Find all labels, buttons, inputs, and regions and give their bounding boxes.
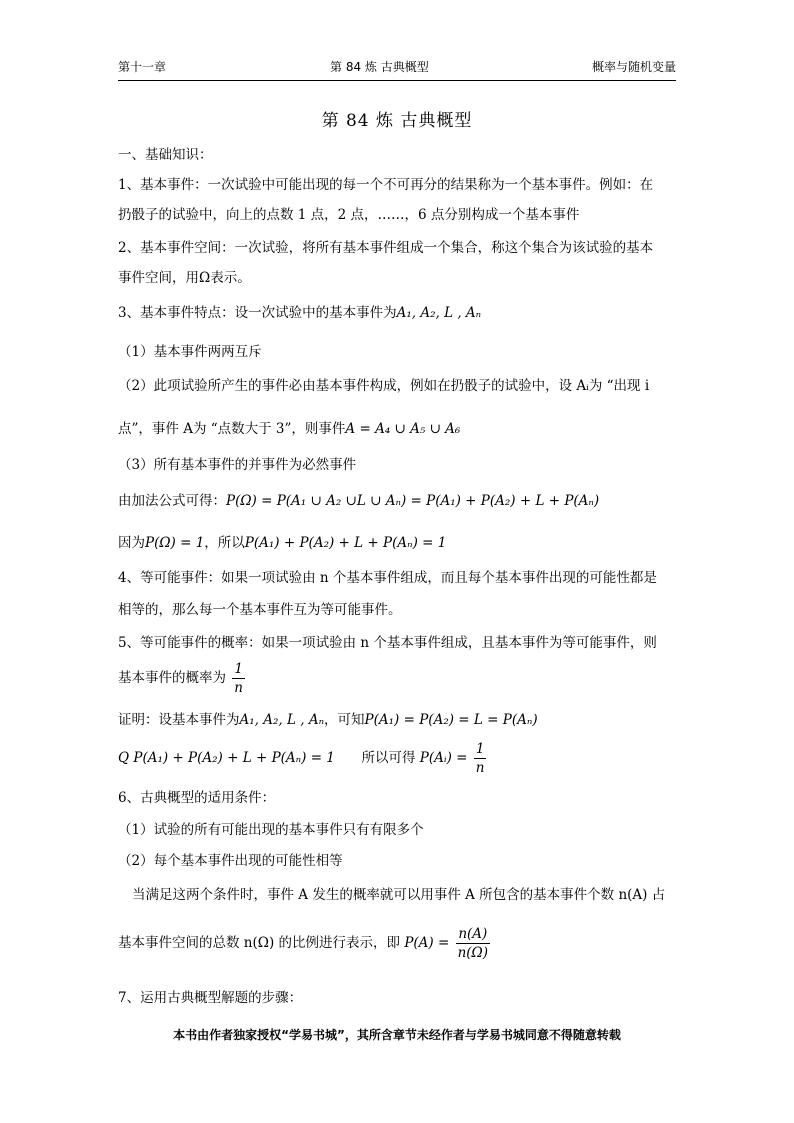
paragraph-line: 事件空间，用Ω表示。: [118, 270, 251, 286]
fraction-denominator: n(Ω): [457, 945, 489, 961]
math-expression: P(Ω) = 1: [145, 535, 205, 551]
fraction: [474, 740, 487, 777]
paragraph-line: （2）每个基本事件出现的可能性相等: [118, 853, 343, 869]
header-lesson: 第 84 炼 古典概型: [330, 60, 429, 74]
paragraph-line: [118, 738, 488, 778]
math-expression: P(A₁) = P(A₂) = L = P(Aₙ): [364, 712, 538, 728]
paragraph-line: [118, 491, 599, 511]
paragraph-line: [118, 923, 492, 963]
line-text: ，可知: [324, 712, 365, 728]
math-expression: P(Ω) = P(A₁ ∪ A₂ ∪L ∪ Aₙ) = P(A₁) + P(A₂) + L + P(Aₙ): [226, 493, 600, 509]
fraction-numerator: n(A): [456, 925, 490, 944]
math-expression: A₁, A₂, L , Aₙ: [396, 305, 482, 321]
paragraph-line: 当满足这两个条件时，事件 A 发生的概率就可以用事件 A 所包含的基本事件个数 n(A) 占: [132, 887, 666, 903]
paragraph-line: 2、基本事件空间：一次试验，将所有基本事件组成一个集合，称这个集合为该试验的基本: [118, 240, 654, 256]
paragraph-line: （1）基本事件两两互斥: [118, 344, 262, 360]
fraction-numerator: 1: [232, 660, 245, 679]
paragraph-line: （3）所有基本事件的并事件为必然事件: [118, 457, 357, 473]
paragraph-line: 扔骰子的试验中，向上的点数 1 点，2 点，……，6 点分别构成一个基本事件: [118, 207, 580, 223]
line-text: 基本事件的概率为: [118, 670, 226, 686]
line-text: 基本事件空间的总数 n(Ω) 的比例进行表示，即: [118, 935, 401, 951]
fraction: [456, 925, 490, 962]
paragraph-line: 4、等可能事件：如果一项试验由 n 个基本事件组成，而且每个基本事件出现的可能性都是: [118, 570, 657, 586]
paragraph-line: [118, 533, 446, 553]
header-chapter: 第十一章: [118, 60, 167, 74]
paragraph-line: （1）试验的所有可能出现的基本事件只有有限多个: [118, 822, 424, 838]
math-expression: P(Aᵢ) =: [419, 750, 468, 766]
paragraph-line: 6、古典概型的适用条件：: [118, 790, 276, 806]
fraction: [232, 660, 245, 697]
fraction-denominator: n: [475, 760, 485, 776]
math-expression: A₁, A₂, L , Aₙ: [239, 712, 325, 728]
line-text: 证明：设基本事件为: [118, 712, 240, 728]
paragraph-line: 相等的，那么每一个基本事件互为等可能事件。: [118, 602, 402, 618]
header-subject: 概率与随机变量: [592, 60, 677, 74]
header-rule: [118, 80, 676, 81]
fraction-numerator: 1: [474, 740, 487, 759]
paragraph-line: [118, 710, 538, 730]
paragraph-line: [118, 419, 460, 439]
math-expression: A = A₄ ∪ A₅ ∪ A₆: [345, 421, 461, 437]
paragraph-line: 5、等可能事件的概率：如果一项试验由 n 个基本事件组成，且基本事件为等可能事件，则: [118, 635, 657, 651]
fraction-denominator: n: [234, 680, 243, 696]
paragraph-line: 1、基本事件：一次试验中可能出现的每一个不可再分的结果称为一个基本事件。例如：在: [118, 177, 654, 193]
paragraph-line: [118, 658, 247, 698]
math-expression: P(A) =: [404, 935, 450, 951]
page-title: 第 84 炼 古典概型: [321, 111, 473, 131]
copyright-footer: 本书由作者独家授权“学易书城”，其所含章节未经作者与学易书城同意不得随意转载: [173, 1028, 621, 1042]
math-expression: Q P(A₁) + P(A₂) + L + P(Aₙ) = 1: [118, 750, 335, 766]
line-text: 因为: [118, 535, 145, 551]
line-text: 3、基本事件特点：设一次试验中的基本事件为: [118, 305, 397, 321]
section-heading: 7、运用古典概型解题的步骤：: [118, 990, 303, 1006]
math-expression: P(A₁) + P(A₂) + L + P(Aₙ) = 1: [244, 535, 447, 551]
line-text: ，所以: [204, 535, 245, 551]
paragraph-line: [118, 303, 481, 323]
line-text: 点”，事件 A为 “点数大于 3”，则事件: [118, 421, 346, 437]
section-heading: 一、基础知识：: [118, 147, 213, 163]
paragraph-line: （2）此项试验所产生的事件必由基本事件构成，例如在扔骰子的试验中，设 Aᵢ为 “出现 i: [118, 378, 650, 394]
line-text: 所以可得: [361, 750, 416, 766]
line-text: 由加法公式可得：: [118, 493, 226, 509]
